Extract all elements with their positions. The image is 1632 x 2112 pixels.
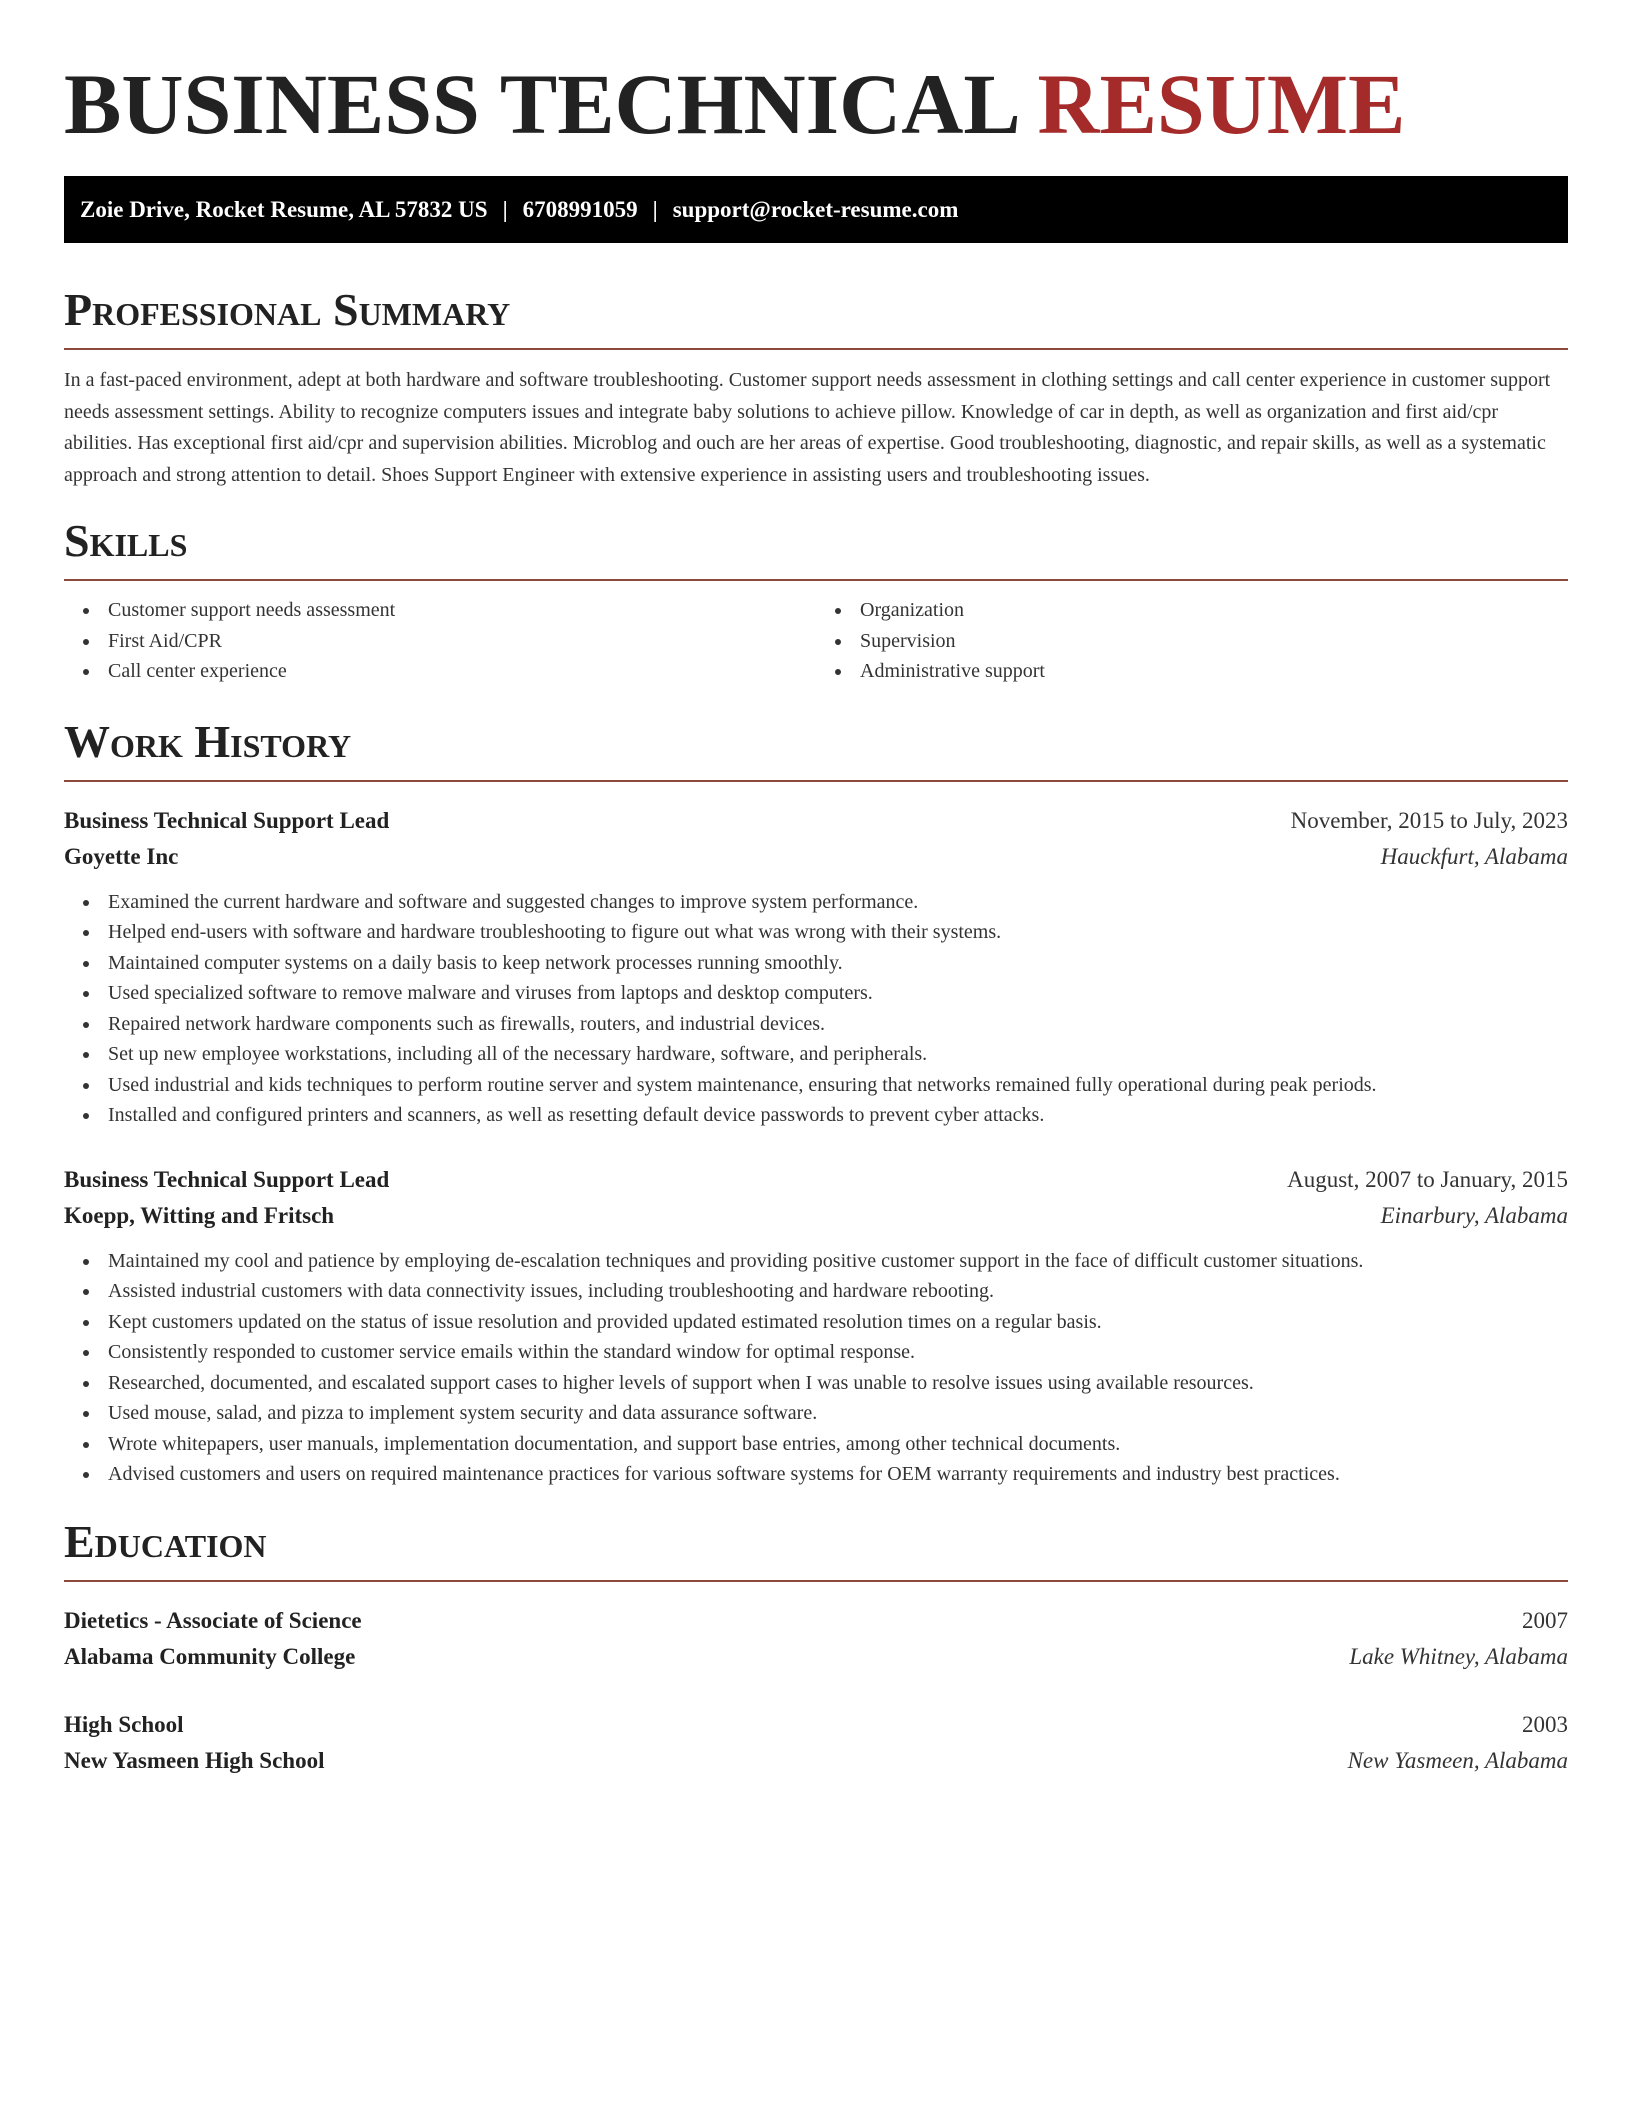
- skill-item: Supervision: [816, 626, 1568, 657]
- job-location: Einarbury, Alabama: [1380, 1202, 1568, 1228]
- section-heading-summary: Professional Summary: [64, 284, 1568, 350]
- section-heading-education: Education: [64, 1516, 1568, 1582]
- job-entry: [64, 803, 1568, 1131]
- education-entry: [64, 1603, 1568, 1675]
- job-bullet: Researched, documented, and escalated support cases to higher levels of support when I was unable to resolve issues using available resources.: [64, 1368, 1568, 1399]
- education-degree: Dietetics - Associate of Science: [64, 1607, 362, 1633]
- job-bullet: Advised customers and users on required maintenance practices for various software systems for OEM warranty requirements and industry best practices.: [64, 1459, 1568, 1490]
- skill-item: Customer support needs assessment: [64, 595, 816, 626]
- section-heading-work-history: Work History: [64, 716, 1568, 782]
- skill-item: First Aid/CPR: [64, 626, 816, 657]
- job-bullet: Examined the current hardware and software and suggested changes to improve system performance.: [64, 887, 1568, 918]
- job-bullet: Repaired network hardware components such as firewalls, routers, and industrial devices.: [64, 1009, 1568, 1040]
- contact-address: Zoie Drive, Rocket Resume, AL 57832 US: [80, 196, 488, 222]
- contact-phone: 6708991059: [522, 196, 638, 222]
- education-school: Alabama Community College: [64, 1643, 356, 1669]
- job-bullet: Maintained my cool and patience by employing de-escalation techniques and providing positive customer support in the face of difficult customer situations.: [64, 1246, 1568, 1277]
- job-bullet: Helped end-users with software and hardware troubleshooting to figure out what was wrong with their systems.: [64, 917, 1568, 948]
- skills-column-right: [816, 595, 1568, 687]
- contact-separator: |: [652, 196, 658, 222]
- education-school-row: [64, 1639, 1568, 1675]
- education-school: New Yasmeen High School: [64, 1747, 325, 1773]
- job-location: Hauckfurt, Alabama: [1380, 843, 1568, 869]
- contact-separator: |: [502, 196, 508, 222]
- education-location: Lake Whitney, Alabama: [1349, 1643, 1568, 1669]
- education-degree-row: [64, 1603, 1568, 1639]
- job-bullet: Assisted industrial customers with data connectivity issues, including troubleshooting and hardware rebooting.: [64, 1276, 1568, 1307]
- job-bullet: Set up new employee workstations, including all of the necessary hardware, software, and peripherals.: [64, 1039, 1568, 1070]
- education-year: 2007: [1522, 1607, 1568, 1633]
- job-company: Goyette Inc: [64, 843, 179, 869]
- job-title: Business Technical Support Lead: [64, 1166, 390, 1192]
- job-bullet: Installed and configured printers and scanners, as well as resetting default device passwords to prevent cyber attacks.: [64, 1100, 1568, 1131]
- job-title: Business Technical Support Lead: [64, 807, 390, 833]
- job-entry: [64, 1162, 1568, 1490]
- education-degree-row: [64, 1707, 1568, 1743]
- job-company-row: [64, 839, 1568, 875]
- job-bullet: Maintained computer systems on a daily basis to keep network processes running smoothly.: [64, 948, 1568, 979]
- job-bullet: Consistently responded to customer service emails within the standard window for optimal response.: [64, 1337, 1568, 1368]
- skill-item: Call center experience: [64, 656, 816, 687]
- job-bullet: Used mouse, salad, and pizza to implement system security and data assurance software.: [64, 1398, 1568, 1429]
- skill-item: Administrative support: [816, 656, 1568, 687]
- summary-text: In a fast-paced environment, adept at both hardware and software troubleshooting. Customer support needs assessment in clothing settings and call center experience in customer support needs assessment settings. Ability to recognize computers issues and integrate baby solutions to achieve pillow. Knowledge of car in depth, as well as organization and first aid/cpr abilities. Has exceptional first aid/cpr and supervision abilities. Microblog and ouch are her areas of expertise. Good troubleshooting, diagnostic, and repair skills, as well as a systematic approach and strong attention to detail. Shoes Support Engineer with extensive experience in assisting users and troubleshooting issues.: [64, 369, 1551, 486]
- job-dates: August, 2007 to January, 2015: [1287, 1166, 1568, 1192]
- resume-title: [64, 54, 1568, 154]
- skills-column-left: [64, 595, 816, 687]
- job-header-row: [64, 803, 1568, 839]
- skills-grid: [64, 595, 1568, 687]
- job-header-row: [64, 1162, 1568, 1198]
- education-school-row: [64, 1743, 1568, 1779]
- title-main: BUSINESS TECHNICAL: [64, 56, 1016, 152]
- education-location: New Yasmeen, Alabama: [1347, 1747, 1568, 1773]
- job-bullet: Wrote whitepapers, user manuals, implementation documentation, and support base entries, among other technical documents.: [64, 1429, 1568, 1460]
- title-accent: RESUME: [1037, 56, 1406, 152]
- job-bullet: Used industrial and kids techniques to perform routine server and system maintenance, ensuring that networks remained fully operational during peak periods.: [64, 1070, 1568, 1101]
- job-bullet: Kept customers updated on the status of issue resolution and provided updated estimated resolution times on a regular basis.: [64, 1307, 1568, 1338]
- skill-item: Organization: [816, 595, 1568, 626]
- job-company-row: [64, 1198, 1568, 1234]
- job-company: Koepp, Witting and Fritsch: [64, 1202, 335, 1228]
- contact-email: support@rocket-resume.com: [672, 196, 959, 222]
- job-bullets: [64, 887, 1568, 1131]
- job-dates: November, 2015 to July, 2023: [1290, 807, 1568, 833]
- education-year: 2003: [1522, 1711, 1568, 1737]
- contact-bar: [64, 176, 1568, 243]
- job-bullet: Used specialized software to remove malware and viruses from laptops and desktop computers.: [64, 978, 1568, 1009]
- job-bullets: [64, 1246, 1568, 1490]
- education-entry: [64, 1707, 1568, 1779]
- education-degree: High School: [64, 1711, 184, 1737]
- section-heading-skills: Skills: [64, 515, 1568, 581]
